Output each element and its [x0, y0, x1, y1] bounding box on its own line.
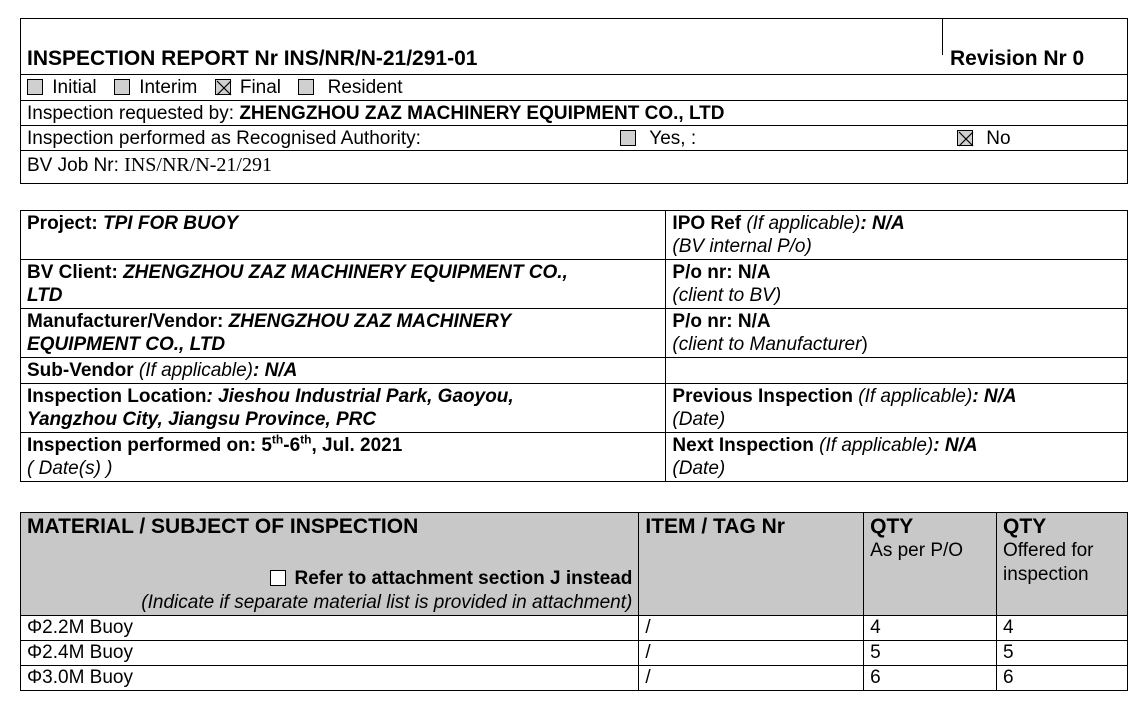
- performed-on: Inspection performed on: 5th-6th, Jul. 2021: [27, 432, 403, 456]
- qty-po-cell: 4: [864, 616, 997, 641]
- qty-offered-column-sub-cont: inspection: [1003, 564, 1089, 585]
- inspection-type-row: [21, 74, 1127, 100]
- requested-by-row: [21, 100, 1127, 125]
- initial-checkbox[interactable]: [27, 79, 43, 95]
- prev-inspection-value: : N/A: [972, 386, 1017, 407]
- authority-no-checkbox[interactable]: [957, 130, 973, 146]
- project-row: [21, 211, 1128, 260]
- location-value-cont: Yangzhou City, Jiangsu Province, PRC: [27, 409, 377, 430]
- location-value: : Jieshou Industrial Park, Gaoyou,: [206, 386, 514, 407]
- material-cell: Φ2.2M Buoy: [21, 616, 639, 641]
- ipo-if-applicable: (If applicable): [741, 213, 861, 234]
- requested-by-label: Inspection requested by:: [27, 103, 240, 124]
- qty-offered-cell: 6: [997, 666, 1128, 691]
- job-row: [21, 150, 1127, 183]
- po-vendor-note: (client to Manufacturer: [672, 334, 862, 355]
- qty-po-column-title: QTY: [870, 515, 914, 538]
- interim-checkbox[interactable]: [114, 79, 130, 95]
- tag-column-title: ITEM / TAG Nr: [645, 515, 785, 538]
- materials-table: [20, 512, 1128, 691]
- po-client-note: (client to BV): [672, 285, 782, 306]
- ipo-label: IPO Ref: [672, 213, 742, 234]
- material-cell: Φ2.4M Buoy: [21, 641, 639, 666]
- project-value: TPI FOR BUOY: [103, 213, 239, 234]
- prev-inspection-label: Previous Inspection: [672, 386, 853, 407]
- tag-cell: /: [639, 666, 864, 691]
- report-header: [20, 18, 1128, 184]
- subvendor-value: : N/A: [252, 360, 298, 381]
- ipo-value: : N/A: [860, 213, 905, 234]
- refer-attachment-checkbox[interactable]: [270, 570, 286, 586]
- tag-cell: /: [639, 616, 864, 641]
- refer-attachment-label: Refer to attachment section J instead: [294, 568, 633, 589]
- project-table: [20, 210, 1128, 482]
- table-row: [21, 666, 1128, 691]
- po-client-label: P/o nr: N/A: [672, 262, 771, 283]
- qty-po-column-sub: As per P/O: [870, 540, 964, 561]
- requested-by-value: ZHENGZHOU ZAZ MACHINERY EQUIPMENT CO., LTD: [239, 103, 725, 124]
- next-inspection-value: : N/A: [933, 435, 978, 456]
- client-value-cont: LTD: [27, 285, 63, 306]
- location-row: [21, 384, 1128, 433]
- next-inspection-note: (Date): [672, 458, 726, 479]
- po-vendor-label: P/o nr: N/A: [672, 311, 771, 332]
- location-label: Inspection Location: [27, 386, 207, 407]
- vendor-value-cont: EQUIPMENT CO., LTD: [27, 334, 226, 355]
- qty-offered-cell: 4: [997, 616, 1128, 641]
- qty-po-cell: 5: [864, 641, 997, 666]
- report-title: INSPECTION REPORT Nr INS/NR/N-21/291-01: [27, 47, 478, 70]
- client-label: BV Client:: [27, 262, 124, 283]
- job-label: BV Job Nr:: [27, 155, 125, 176]
- po-vendor-note-end: ): [861, 334, 868, 355]
- performed-row: [21, 433, 1128, 482]
- table-row: [21, 641, 1128, 666]
- vendor-row: [21, 309, 1128, 358]
- next-inspection-label: Next Inspection: [672, 435, 814, 456]
- client-value: ZHENGZHOU ZAZ MACHINERY EQUIPMENT CO.,: [123, 262, 568, 283]
- authority-yes-label: Yes, :: [649, 128, 697, 149]
- project-label: Project:: [27, 213, 104, 234]
- next-if-applicable: (If applicable): [813, 435, 934, 456]
- qty-offered-column-sub: Offered for: [1003, 540, 1094, 561]
- material-column-title: MATERIAL / SUBJECT OF INSPECTION: [27, 515, 419, 538]
- authority-row: [21, 125, 1127, 150]
- final-checkbox[interactable]: [215, 79, 231, 95]
- material-cell: Φ3.0M Buoy: [21, 666, 639, 691]
- authority-yes-checkbox[interactable]: [620, 130, 636, 146]
- materials-header: [21, 513, 1128, 616]
- resident-label: Resident: [327, 77, 403, 98]
- final-label: Final: [239, 77, 282, 98]
- revision-number: Revision Nr 0: [950, 47, 1085, 70]
- authority-no-label: No: [986, 128, 1011, 149]
- vendor-label: Manufacturer/Vendor:: [27, 311, 229, 332]
- initial-label: Initial: [52, 77, 97, 98]
- ipo-note: (BV internal P/o): [672, 236, 812, 257]
- interim-label: Interim: [139, 77, 198, 98]
- subvendor-row: [21, 358, 1128, 384]
- material-column-note: (Indicate if separate material list is provided in attachment): [141, 592, 633, 613]
- table-row: [21, 616, 1128, 641]
- qty-offered-cell: 5: [997, 641, 1128, 666]
- tag-cell: /: [639, 641, 864, 666]
- vendor-value: ZHENGZHOU ZAZ MACHINERY: [228, 311, 512, 332]
- client-row: [21, 260, 1128, 309]
- job-number: INS/NR/N-21/291: [124, 154, 272, 176]
- subvendor-label: Sub-Vendor: [27, 360, 134, 381]
- prev-inspection-note: (Date): [672, 409, 726, 430]
- qty-offered-column-title: QTY: [1003, 515, 1047, 538]
- resident-checkbox[interactable]: [298, 79, 314, 95]
- prev-if-applicable: (If applicable): [852, 386, 973, 407]
- authority-label: Inspection performed as Recognised Authority:: [27, 128, 421, 149]
- performed-note: ( Date(s) ): [27, 458, 113, 479]
- subvendor-if-applicable: (If applicable): [133, 360, 253, 381]
- qty-po-cell: 6: [864, 666, 997, 691]
